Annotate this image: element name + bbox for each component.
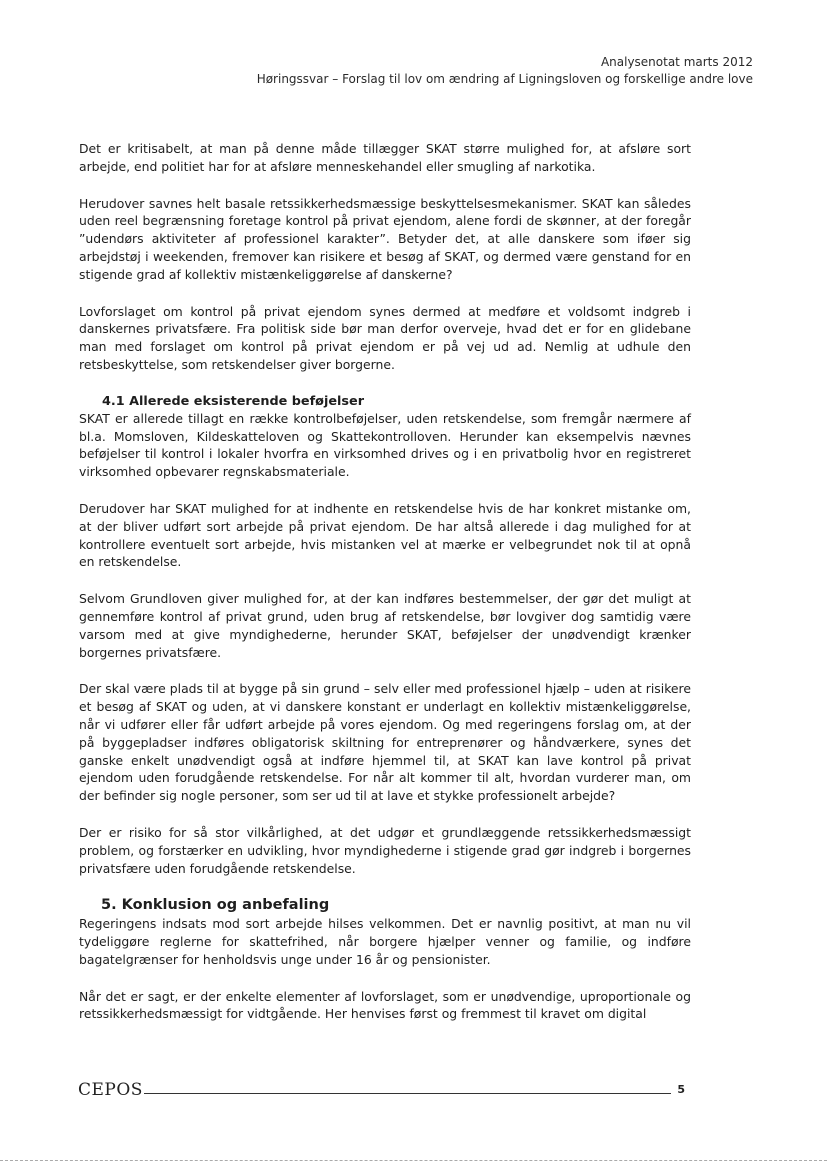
paragraph: Lovforslaget om kontrol på privat ejendom synes dermed at medføre et voldsomt indgreb i danskernes privatsfære. Fra politisk side bør man derfor overveje, hvad det er for en glidebane man med forslaget om kontrol på privat ejendom er på vej ud ad. Nemlig at udhule den retsbeskyttelse, som retskendelser giver borgerne. [79, 303, 691, 372]
footer-brand-logo: CEPOS [78, 1080, 143, 1100]
page-header [257, 54, 753, 88]
section-heading-4-1: 4.1 Allerede eksisterende beføjelser [102, 393, 365, 409]
header-title: Høringssvar – Forslag til lov om ændring af Ligningsloven og forskellige andre love [256, 72, 753, 86]
paragraph: Når det er sagt, er der enkelte elementer af lovforslaget, som er unødvendige, uproportionale og retssikkerhedsmæssigt for vidtgående. Her henvises først og fremmest til kravet om digital [79, 988, 691, 1022]
paragraph: Der skal være plads til at bygge på sin grund – selv eller med professionel hjælp – uden at risikere et besøg af SKAT og uden, at vi danskere konstant er underlagt en kollektiv mistænkeliggørelse, når vi udfører eller får udført arbejde på vores ejendom. Og med regeringens forslag om, at der på byggepladser indføres obligatorisk skiltning for entreprenører og håndværkere, synes det ganske enkelt unødvendigt også at indføre hjemmel til, at SKAT kan lave kontrol på privat ejendom uden forudgående retskendelse. For når alt kommer til alt, hvordan vurderer man, om der befinder sig nogle personer, som ser ud til at lave et stykke professionelt arbejde? [79, 681, 691, 804]
paragraph: Det er kritisabelt, at man på denne måde tillægger SKAT større mulighed for, at afsløre sort arbejde, end politiet har for at afsløre menneskehandel eller smugling af narkotika. [79, 141, 691, 174]
paragraph: Herudover savnes helt basale retssikkerhedsmæssige beskyttelsesmekanismer. SKAT kan således uden reel begrænsning foretage kontrol på privat ejendom, alene fordi de skønner, at der foregår ”udendørs aktiviteter af professionel karakter”. Betyder det, at alle danskere som iføer sig arbejdstøj i weekenden, fremover kan risikere et besøg af SKAT, og dermed være genstand for en stigende grad af kollektiv mistænkeliggørelse af danskerne? [79, 195, 691, 282]
paragraph: Regeringens indsats mod sort arbejde hilses velkommen. Det er navnlig positivt, at man nu vil tydeliggøre reglerne for skattefrihed, når borgere hjælper venner og familie, og indføre bagatelgrænser for henholdsvis unge under 16 år og pensionister. [79, 916, 691, 967]
header-date: Analysenotat marts 2012 [600, 55, 753, 69]
paragraph: Selvom Grundloven giver mulighed for, at der kan indføres bestemmelser, der gør det muligt at gennemføre kontrol af privat grund, uden brug af retskendelse, bør lovgiver dog samtidig være varsom med at give myndighederne, herunder SKAT, beføjelser der unødvendigt krænker borgernes privatsfære. [79, 591, 691, 660]
scan-edge-line [0, 1160, 827, 1161]
section-heading-5: 5. Konklusion og anbefaling [101, 897, 330, 914]
page-footer [78, 1080, 687, 1104]
page-number: 5 [677, 1083, 685, 1096]
document-body [79, 140, 691, 1042]
paragraph: Der er risiko for så stor vilkårlighed, at det udgør et grundlæggende retssikkerhedsmæssigt problem, og forstærker en udvikling, hvor myndighederne i stigende grad gør indgreb i borgernes privatsfære uden forudgående retskendelse. [79, 824, 691, 876]
footer-rule [144, 1093, 671, 1094]
paragraph: SKAT er allerede tillagt en række kontrolbeføjelser, uden retskendelse, som fremgår nærmere af bl.a. Momsloven, Kildeskatteloven og Skattekontrolloven. Herunder kan eksempelvis nævnes beføjelser til kontrol i lokaler hvorfra en virksomhed drives og i en privatbolig hvor en registreret virksomhed opbevarer regnskabsmateriale. [79, 410, 691, 480]
paragraph: Derudover har SKAT mulighed for at indhente en retskendelse hvis de har konkret mistanke om, at der bliver udført sort arbejde på privat ejendom. De har altså allerede i dag mulighed for at kontrollere eventuelt sort arbejde, hvis mistanken vel at mærke er velbegrundet nok til at opnå en retskendelse. [79, 500, 691, 570]
